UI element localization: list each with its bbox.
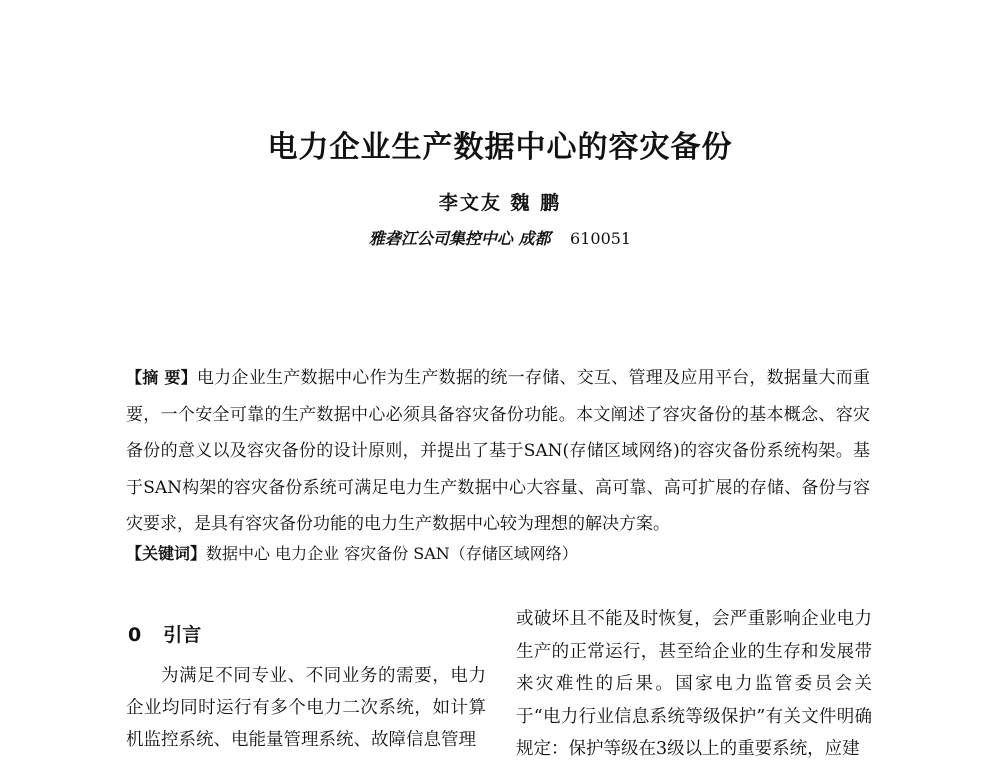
abstract-label: 【摘 要】 [126,368,197,387]
paper-authors: 李文友 魏 鹏 [438,192,562,214]
body-right-column [516,603,872,766]
abstract [126,360,870,543]
body-paragraph-left: 为满足不同专业、不同业务的需要，电力企业均同时运行有多个电力二次系统，如计算机监控系统、电能量管理系统、故障信息管理 [126,666,486,750]
affiliation-text: 雅砻江公司集控中心 成都 [368,229,551,248]
keywords [126,539,870,569]
keywords-text: 数据中心 电力企业 容灾备份 SAN（存储区域网络） [206,544,578,563]
body-left-column [126,660,486,756]
section-number: 0 [128,624,142,646]
paper-affiliation [0,226,1000,249]
body-paragraph-right: 或破坏且不能及时恢复，会严重影响企业电力生产的正常运行，甚至给企业的生存和发展带来灾难性的后果。国家电力监管委员会关于“电力行业信息系统等级保护”有关文件明确规定：保护等级在3级以上的重要系统，应建 [516,609,872,759]
section-title: 引言 [163,624,202,646]
paper-title: 电力企业生产数据中心的容灾备份 [267,130,733,165]
section-heading [128,620,201,647]
keywords-label: 【关键词】 [126,544,207,563]
postal-code: 610051 [570,229,632,248]
abstract-text: 电力企业生产数据中心作为生产数据的统一存储、交互、管理及应用平台，数据量大而重要，一个安全可靠的生产数据中心必须具备容灾备份功能。本文阐述了容灾备份的基本概念、容灾备份的意义以及容灾备份的设计原则，并提出了基于SAN(存储区域网络)的容灾备份系统构架。基于SAN构架的容灾备份系统可满足电力生产数据中心大容量、高可靠、高可扩展的存储、备份与容灾要求，是具有容灾备份功能的电力生产数据中心较为理想的解决方案。 [126,368,870,534]
